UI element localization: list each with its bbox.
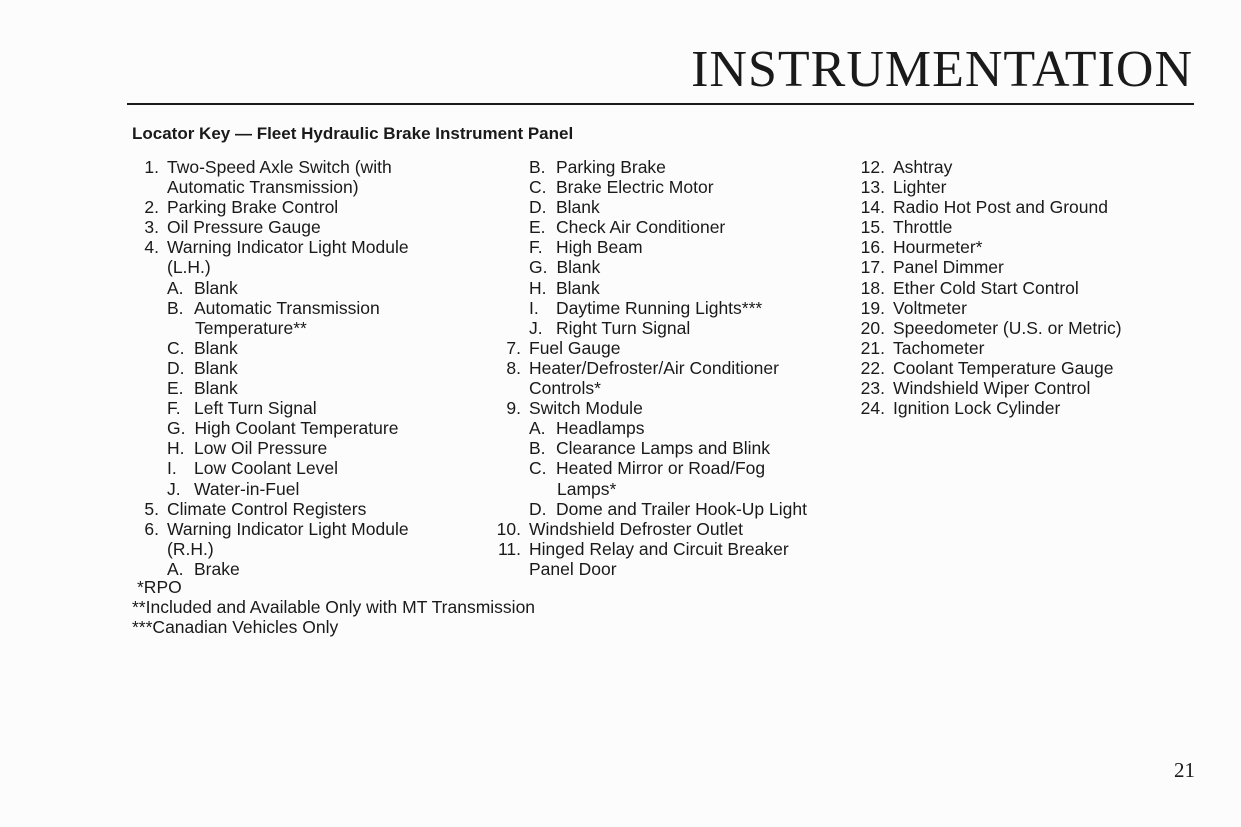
list-item: 10. Windshield Defroster Outlet [496,518,743,539]
sub-list-item: I. Low Coolant Level [167,458,338,479]
list-item: 13. Lighter [860,177,947,198]
sub-list-item: B. Automatic Transmission [167,297,380,318]
sub-list-item: B. Parking Brake [529,157,666,177]
sub-list-item: H. Blank [529,277,600,298]
locator-key-column-2 [484,157,844,579]
locator-key-column-3 [848,157,1168,418]
sub-list-item: D. Blank [529,197,600,218]
list-item: 11. Hinged Relay and Circuit Breaker [497,538,789,559]
list-item: 14. Radio Hot Post and Ground [860,197,1108,218]
list-item: 7. Fuel Gauge [506,337,621,358]
sub-list-item: G. Blank [529,257,601,278]
sub-list-item-continuation: Temperature** [195,317,307,338]
sub-list-item: J. Right Turn Signal [529,317,691,338]
list-item: 9. Switch Module [506,398,643,419]
list-item: 5. Climate Control Registers [144,498,367,519]
list-item-continuation: Automatic Transmission) [167,177,359,198]
page-number: 21 [1174,758,1195,782]
footnote-mt-transmission: **Included and Available Only with MT Transmission [132,597,536,618]
list-item: 12. Ashtray [860,157,953,177]
sub-list-item: A. Brake [167,558,240,579]
list-item-continuation: (R.H.) [167,538,214,559]
sub-list-item: A. Headlamps [529,418,645,439]
sub-list-item: G. High Coolant Temperature [167,418,399,439]
locator-key-column-1 [132,157,502,579]
list-item: 22. Coolant Temperature Gauge [860,357,1114,378]
sub-list-item: E. Check Air Conditioner [529,217,726,238]
sub-list-item: F. High Beam [529,237,643,258]
list-item: 16. Hourmeter* [860,237,983,258]
sub-list-item: D. Blank [167,357,238,378]
page-title: INSTRUMENTATION [691,41,1193,98]
list-item: 23. Windshield Wiper Control [860,378,1091,399]
list-item: 6. Warning Indicator Light Module [144,518,409,539]
sub-list-item: I. Daytime Running Lights*** [529,297,763,318]
list-item-continuation: Controls* [529,378,601,399]
list-item: 18. Ether Cold Start Control [860,277,1079,298]
list-item: 20. Speedometer (U.S. or Metric) [860,317,1122,338]
list-item-continuation: (L.H.) [167,257,211,278]
sub-list-item: C. Blank [167,337,238,358]
sub-list-item: A. Blank [167,277,238,298]
title-rule [127,103,1194,105]
list-item: 4. Warning Indicator Light Module [144,237,409,258]
sub-list-item: F. Left Turn Signal [167,398,317,419]
list-item: 1. Two-Speed Axle Switch (with [144,157,392,177]
sub-list-item: C. Brake Electric Motor [529,177,714,198]
locator-key-heading: Locator Key — Fleet Hydraulic Brake Instrument Panel [132,124,574,143]
sub-list-item: D. Dome and Trailer Hook-Up Light [529,498,807,519]
footnotes [132,577,535,637]
sub-list-item: J. Water-in-Fuel [167,478,300,499]
sub-list-item-continuation: Lamps* [557,478,617,499]
list-item: 8. Heater/Defroster/Air Conditioner [506,357,779,378]
sub-list-item: C. Heated Mirror or Road/Fog [529,458,766,479]
footnote-rpo: *RPO [137,577,182,597]
list-item: 2. Parking Brake Control [144,197,339,218]
sub-list-item: E. Blank [167,378,238,399]
footnote-canadian: ***Canadian Vehicles Only [132,617,339,638]
list-item: 21. Tachometer [860,337,985,358]
sub-list-item: B. Clearance Lamps and Blink [529,438,771,459]
list-item: 19. Voltmeter [860,297,967,318]
list-item: 3. Oil Pressure Gauge [144,217,321,238]
list-item: 24. Ignition Lock Cylinder [860,398,1061,419]
list-item-continuation: Panel Door [529,558,617,579]
list-item: 17. Panel Dimmer [860,257,1004,278]
sub-list-item: H. Low Oil Pressure [167,438,328,459]
list-item: 15. Throttle [860,217,953,238]
